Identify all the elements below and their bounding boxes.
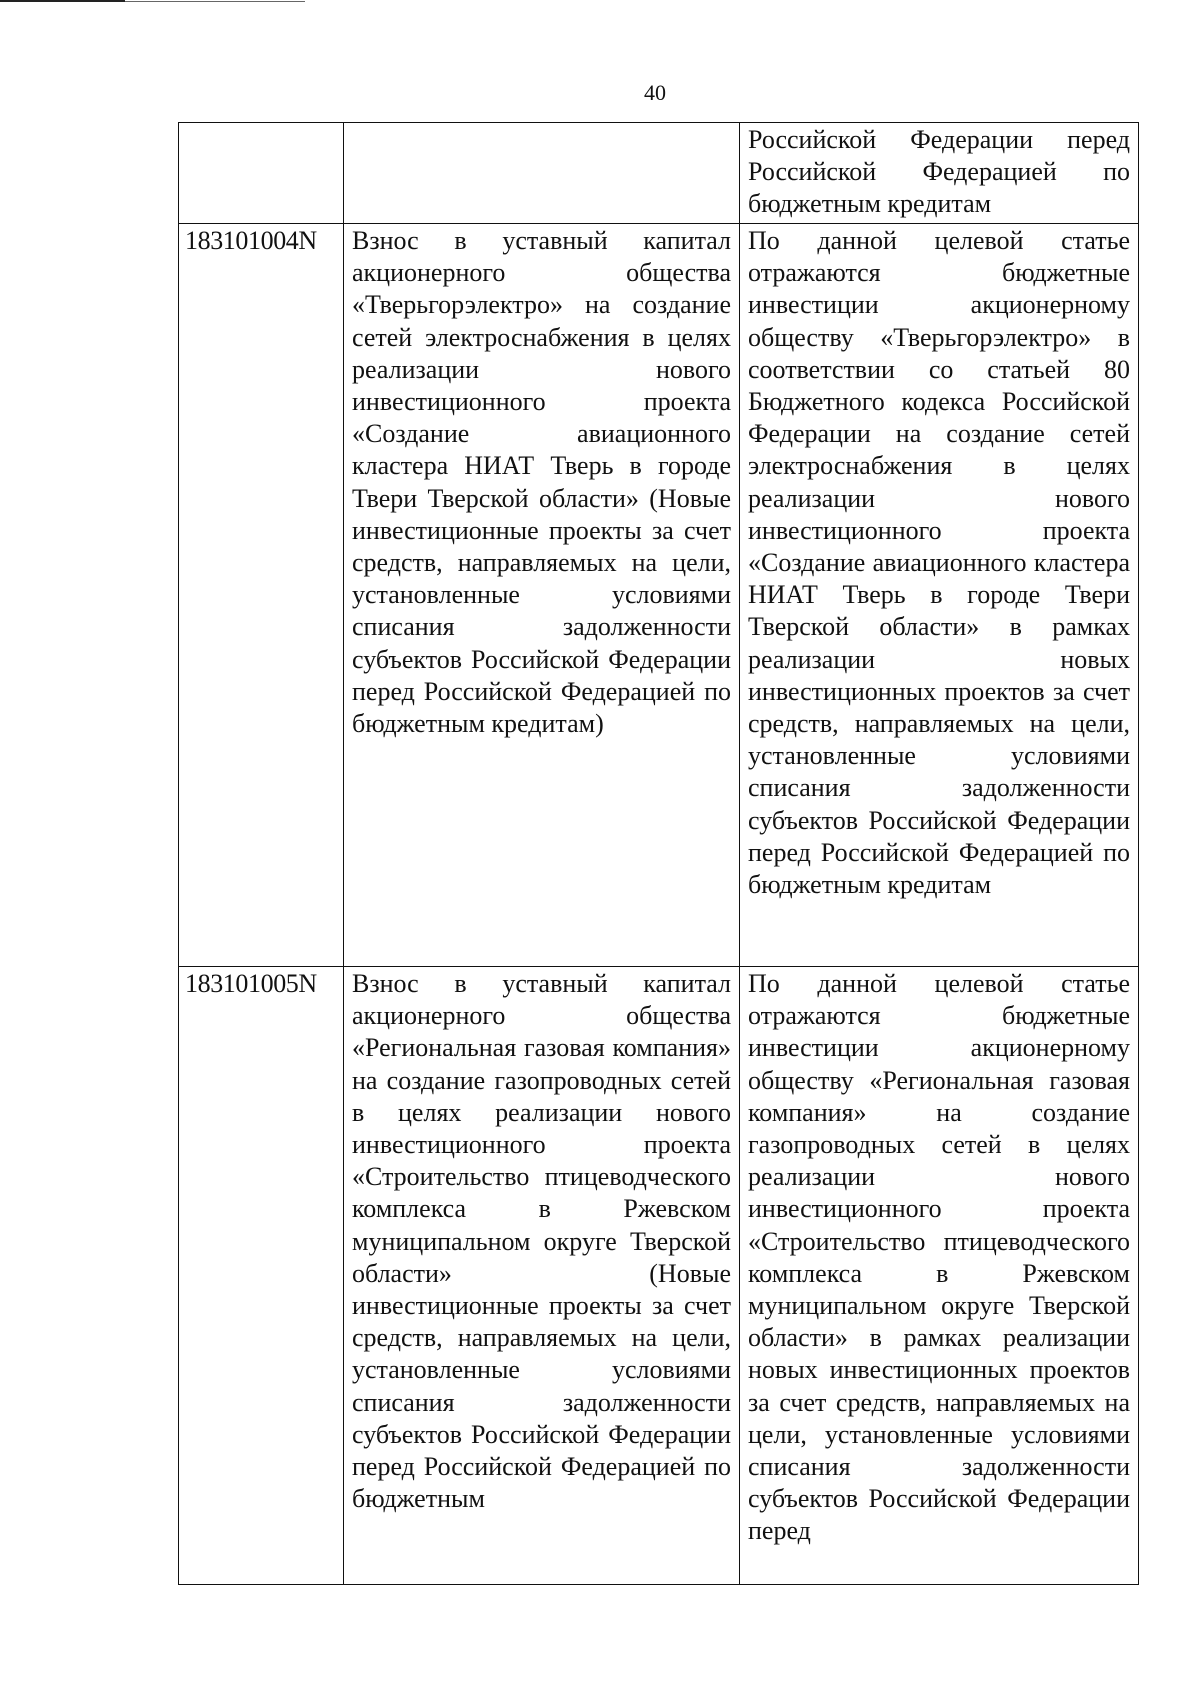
table-row (179, 967, 1139, 1585)
description-cell: По данной целевой статье отражаются бюджетные инвестиции акционерному обществу «Региональная газовая компания» на создание газопроводных сетей в целях реализации нового инвестиционного проекта «Строительство птицеводческого комплекса в Ржевском муниципальном округе Тверской области» в рамках реализации новых инвестиционных проектов за счет средств, направляемых на цели, установленные условиями списания задолженности субъектов Российской Федерации перед (740, 967, 1139, 1585)
name-cell: Взнос в уставный капитал акционерного общества «Тверьгорэлектро» на создание сетей электроснабжения в целях реализации нового инвестиционного проекта «Создание авиационного кластера НИАТ Тверь в городе Твери Тверской области» (Новые инвестиционные проекты за счет средств, направляемых на цели, установленные условиями списания задолженности субъектов Российской Федерации перед Российской Федерацией по бюджетным кредитам) (344, 224, 740, 967)
table-row (179, 123, 1139, 224)
name-cell (344, 123, 740, 224)
description-cell: По данной целевой статье отражаются бюджетные инвестиции акционерному обществу «Тверьгорэлектро» в соответствии со статьей 80 Бюджетного кодекса Российской Федерации на создание сетей электроснабжения в целях реализации нового инвестиционного проекта «Создание авиационного кластера НИАТ Тверь в городе Твери Тверской области» в рамках реализации новых инвестиционных проектов за счет средств, направляемых на цели, установленные условиями списания задолженности субъектов Российской Федерации перед Российской Федерацией по бюджетным кредитам (740, 224, 1139, 967)
table-row (179, 224, 1139, 967)
classification-table (178, 122, 1139, 1585)
code-cell: 183101005N (179, 967, 344, 1585)
scan-edge-mark (0, 0, 125, 2)
description-cell: Российской Федерации перед Российской Федерацией по бюджетным кредитам (740, 123, 1139, 224)
scan-edge-mark-thin (125, 1, 305, 2)
page-number: 40 (644, 80, 666, 105)
code-cell (179, 123, 344, 224)
name-cell: Взнос в уставный капитал акционерного общества «Региональная газовая компания» на создание газопроводных сетей в целях реализации нового инвестиционного проекта «Строительство птицеводческого комплекса в Ржевском муниципальном округе Тверской области» (Новые инвестиционные проекты за счет средств, направляемых на цели, установленные условиями списания задолженности субъектов Российской Федерации перед Российской Федерацией по бюджетным (344, 967, 740, 1585)
code-cell: 183101004N (179, 224, 344, 967)
